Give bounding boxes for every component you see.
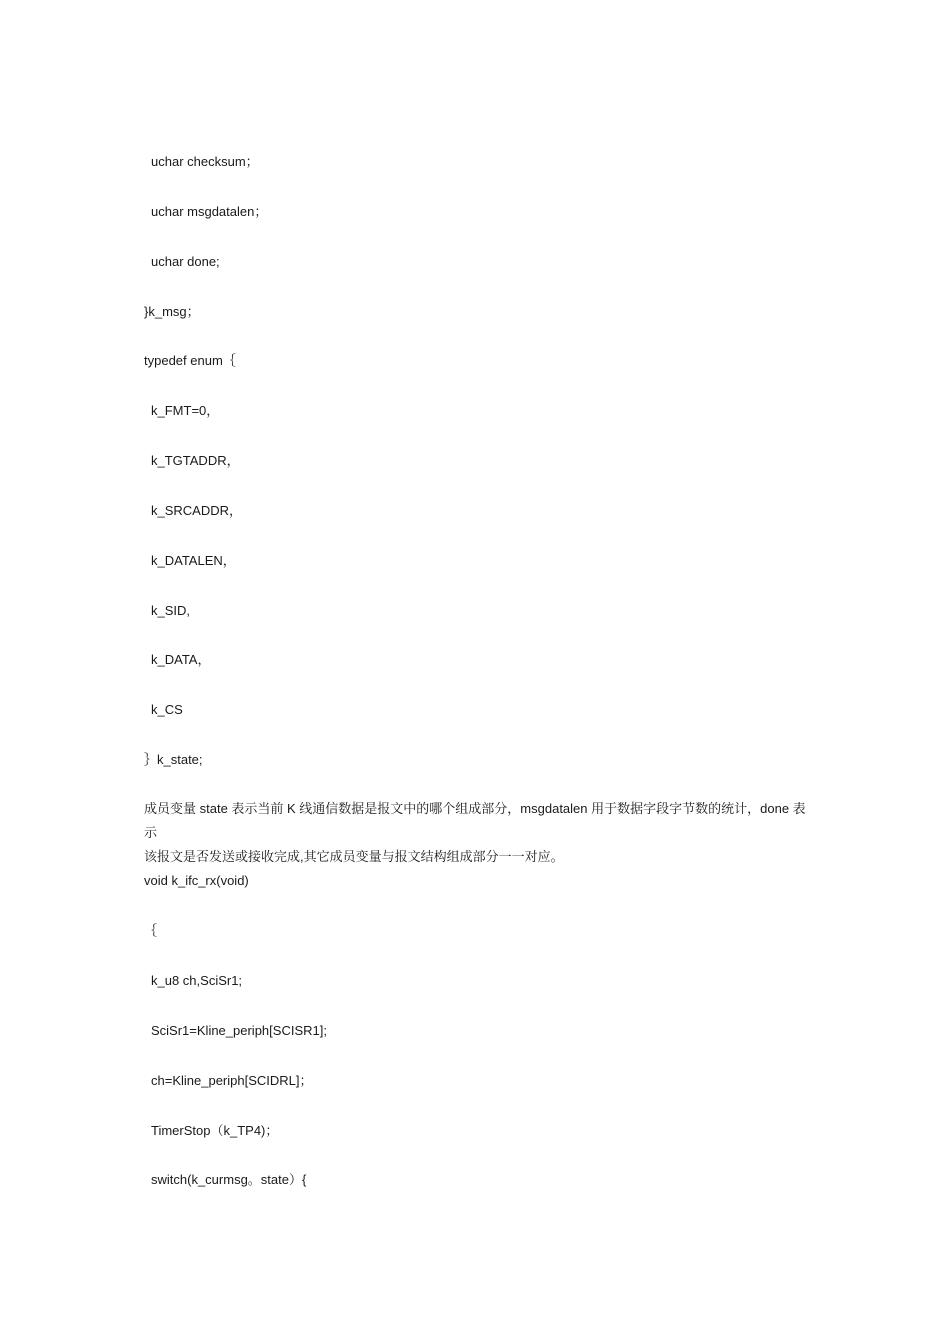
code-line-timer-stop: TimerStop（k_TP4)； bbox=[151, 1123, 279, 1138]
code-line-func-signature: void k_ifc_rx(void) bbox=[144, 873, 249, 888]
code-line-switch: switch(k_curmsg。state）{ bbox=[151, 1172, 307, 1187]
code-line-checksum: uchar checksum； bbox=[151, 154, 259, 169]
code-line-enum-close: ｝k_state; bbox=[144, 752, 203, 767]
code-line-done: uchar done; bbox=[151, 254, 220, 269]
code-line-k-tgtaddr: k_TGTADDR， bbox=[151, 453, 240, 468]
code-line-k-datalen: k_DATALEN， bbox=[151, 553, 236, 568]
description-paragraph bbox=[144, 797, 809, 869]
description-line-1: 成员变量 state 表示当前 K 线通信数据是报文中的哪个组成部分，msgdatalen 用于数据字段字节数的统计，done 表示 bbox=[144, 801, 806, 840]
code-line-k-srcaddr: k_SRCADDR， bbox=[151, 503, 243, 518]
code-line-typedef-enum: typedef enum｛ bbox=[144, 353, 236, 368]
code-line-ch-assign: ch=Kline_periph[SCIDRL]； bbox=[151, 1073, 313, 1088]
code-line-struct-close: }k_msg； bbox=[144, 304, 200, 319]
code-line-var-decl: k_u8 ch,SciSr1; bbox=[151, 973, 243, 988]
description-line-2: 该报文是否发送或接收完成,其它成员变量与报文结构组成部分一一对应。 bbox=[144, 849, 564, 864]
code-line-scisr1-assign: SciSr1=Kline_periph[SCISR1]; bbox=[151, 1023, 327, 1038]
code-line-k-sid: k_SID, bbox=[151, 603, 191, 618]
code-line-k-fmt: k_FMT=0， bbox=[151, 403, 220, 418]
code-line-k-data: k_DATA， bbox=[151, 652, 211, 667]
code-line-k-cs: k_CS bbox=[151, 702, 183, 717]
code-line-msgdatalen: uchar msgdatalen； bbox=[151, 204, 268, 219]
code-line-func-open: ｛ bbox=[144, 923, 158, 938]
